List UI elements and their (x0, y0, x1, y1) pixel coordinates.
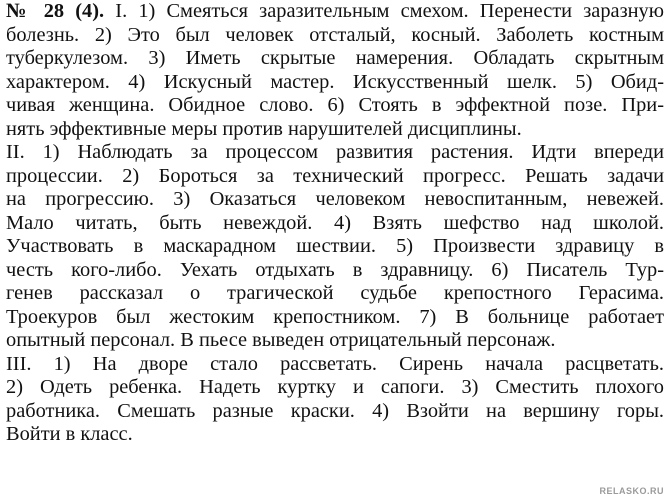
text-line-19: Войти в класс. (6, 423, 133, 445)
exercise-number: № 28 (4). (6, 0, 105, 22)
text-line-18: работника. Смешать разные краски. 4) Взойти на вершину горы. (6, 399, 664, 422)
text-line-2: болезнь. 2) Это был человек отсталый, косный. Заболеть костным (6, 23, 664, 46)
text-line-13: генев рассказал о трагической судьбе крепостного Герасима. (6, 282, 664, 304)
text-line-1 (6, 0, 664, 24)
text-line-10: Мало читать, быть невеждой. 4) Взять шефство над школой. (6, 211, 664, 234)
text-line-6: нять эффективные меры против нарушителей дисциплины. (6, 117, 522, 140)
text-line-4: характером. 4) Искусный мастер. Искусственный шелк. 5) Обид- (6, 70, 664, 93)
text-line-11: Участвовать в маскарадном шествии. 5) Произвести здравицу в (6, 235, 664, 257)
text-line-1-content: I. 1) Смеяться заразительным смехом. Перенести заразную (104, 0, 664, 22)
text-line-15: опытный персонал. В пьесе выведен отрицательный персонаж. (6, 329, 556, 351)
text-line-3: туберкулезом. 3) Иметь скрытые намерения. Обладать скрытным (6, 47, 664, 69)
text-line-9: на прогрессию. 3) Оказаться человеком невоспитанным, невежей. (6, 188, 664, 210)
text-line-12: честь кого-либо. Уехать отдыхать в здравницу. 6) Писатель Тур- (6, 258, 664, 281)
text-line-16: III. 1) На дворе стало рассветать. Сирень начала расцветать. (6, 352, 664, 375)
site-watermark: RELASKO.RU (599, 486, 664, 496)
text-line-8: процессии. 2) Бороться за технический прогресс. Решать задачи (6, 164, 664, 187)
exercise-text (6, 0, 664, 447)
text-line-14: Троекуров был жестоким крепостником. 7) В больнице работает (6, 305, 664, 328)
text-line-7: II. 1) Наблюдать за процессом развития растения. Идти впереди (6, 141, 664, 163)
text-line-5: чивая женщина. Обидное слово. 6) Стоять в эффектной позе. При- (6, 94, 664, 116)
text-line-17: 2) Одеть ребенка. Надеть куртку и сапоги. 3) Сместить плохого (6, 376, 664, 398)
